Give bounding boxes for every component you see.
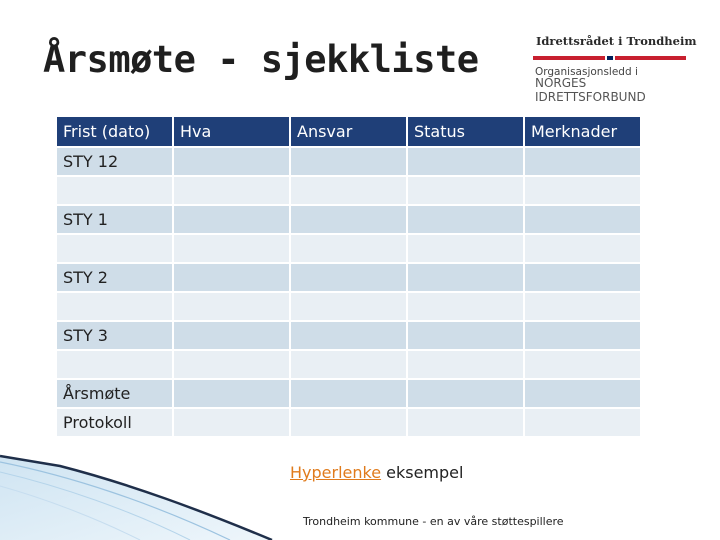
table-cell	[525, 235, 640, 262]
table-cell	[525, 409, 640, 436]
table-cell	[525, 293, 640, 320]
table-cell: Årsmøte	[57, 380, 172, 407]
hyperlink[interactable]: Hyperlenke	[290, 463, 382, 482]
table-cell	[525, 206, 640, 233]
table-row	[57, 264, 640, 291]
table-cell: STY 3	[57, 322, 172, 349]
header-merknader: Merknader	[525, 117, 640, 146]
table-cell	[57, 177, 172, 204]
table-row	[57, 293, 640, 320]
table-cell	[525, 351, 640, 378]
slide-title: Årsmøte - sjekkliste	[43, 38, 479, 81]
table-cell	[291, 322, 406, 349]
table-cell	[408, 293, 523, 320]
table-cell	[291, 409, 406, 436]
table-cell	[174, 380, 289, 407]
footer-text: Trondheim kommune - en av våre støttespillere	[303, 515, 564, 528]
table-cell	[408, 409, 523, 436]
table-cell	[291, 264, 406, 291]
table-row	[57, 235, 640, 262]
logo-line-2: Organisasjonsledd i	[535, 66, 638, 78]
table-cell	[174, 177, 289, 204]
table-row	[57, 322, 640, 349]
table-cell	[174, 293, 289, 320]
logo-line-1: Idrettsrådet i Trondheim	[536, 34, 697, 48]
table-cell	[57, 351, 172, 378]
table-cell	[408, 235, 523, 262]
table-row	[57, 206, 640, 233]
table-cell	[408, 264, 523, 291]
checklist-table	[55, 115, 642, 438]
link-suffix: eksempel	[381, 463, 464, 482]
table-cell: STY 1	[57, 206, 172, 233]
table-cell	[291, 206, 406, 233]
logo-line-4: IDRETTSFORBUND	[535, 90, 646, 104]
table-cell	[525, 177, 640, 204]
table-cell: Protokoll	[57, 409, 172, 436]
table-cell	[525, 148, 640, 175]
decorative-swoosh	[0, 450, 290, 540]
idrettsradet-logo	[533, 34, 697, 104]
table-cell	[525, 380, 640, 407]
table-cell	[408, 148, 523, 175]
table-cell	[57, 293, 172, 320]
table-cell: STY 2	[57, 264, 172, 291]
table-row	[57, 148, 640, 175]
table-cell	[174, 206, 289, 233]
table-cell	[174, 264, 289, 291]
table-cell	[291, 293, 406, 320]
table-row	[57, 380, 640, 407]
table-cell	[408, 177, 523, 204]
table-cell	[291, 235, 406, 262]
table-cell	[57, 235, 172, 262]
table-cell	[408, 380, 523, 407]
table-row	[57, 409, 640, 436]
table-cell	[291, 177, 406, 204]
table-row	[57, 177, 640, 204]
table-cell	[408, 322, 523, 349]
table-row	[57, 351, 640, 378]
table-cell	[291, 380, 406, 407]
table-cell	[525, 322, 640, 349]
header-frist: Frist (dato)	[57, 117, 172, 146]
table-header-row	[57, 117, 640, 146]
table-cell	[291, 351, 406, 378]
table-cell	[174, 322, 289, 349]
table-cell	[525, 264, 640, 291]
table-cell	[291, 148, 406, 175]
table-cell	[408, 206, 523, 233]
table-cell	[174, 409, 289, 436]
table-cell: STY 12	[57, 148, 172, 175]
header-ansvar: Ansvar	[291, 117, 406, 146]
logo-line-3: NORGES	[535, 76, 587, 90]
link-line	[290, 463, 463, 482]
table-cell	[174, 351, 289, 378]
norwegian-flag-stripe	[533, 56, 686, 60]
table-cell	[174, 148, 289, 175]
table-cell	[174, 235, 289, 262]
table-cell	[408, 351, 523, 378]
header-hva: Hva	[174, 117, 289, 146]
header-status: Status	[408, 117, 523, 146]
